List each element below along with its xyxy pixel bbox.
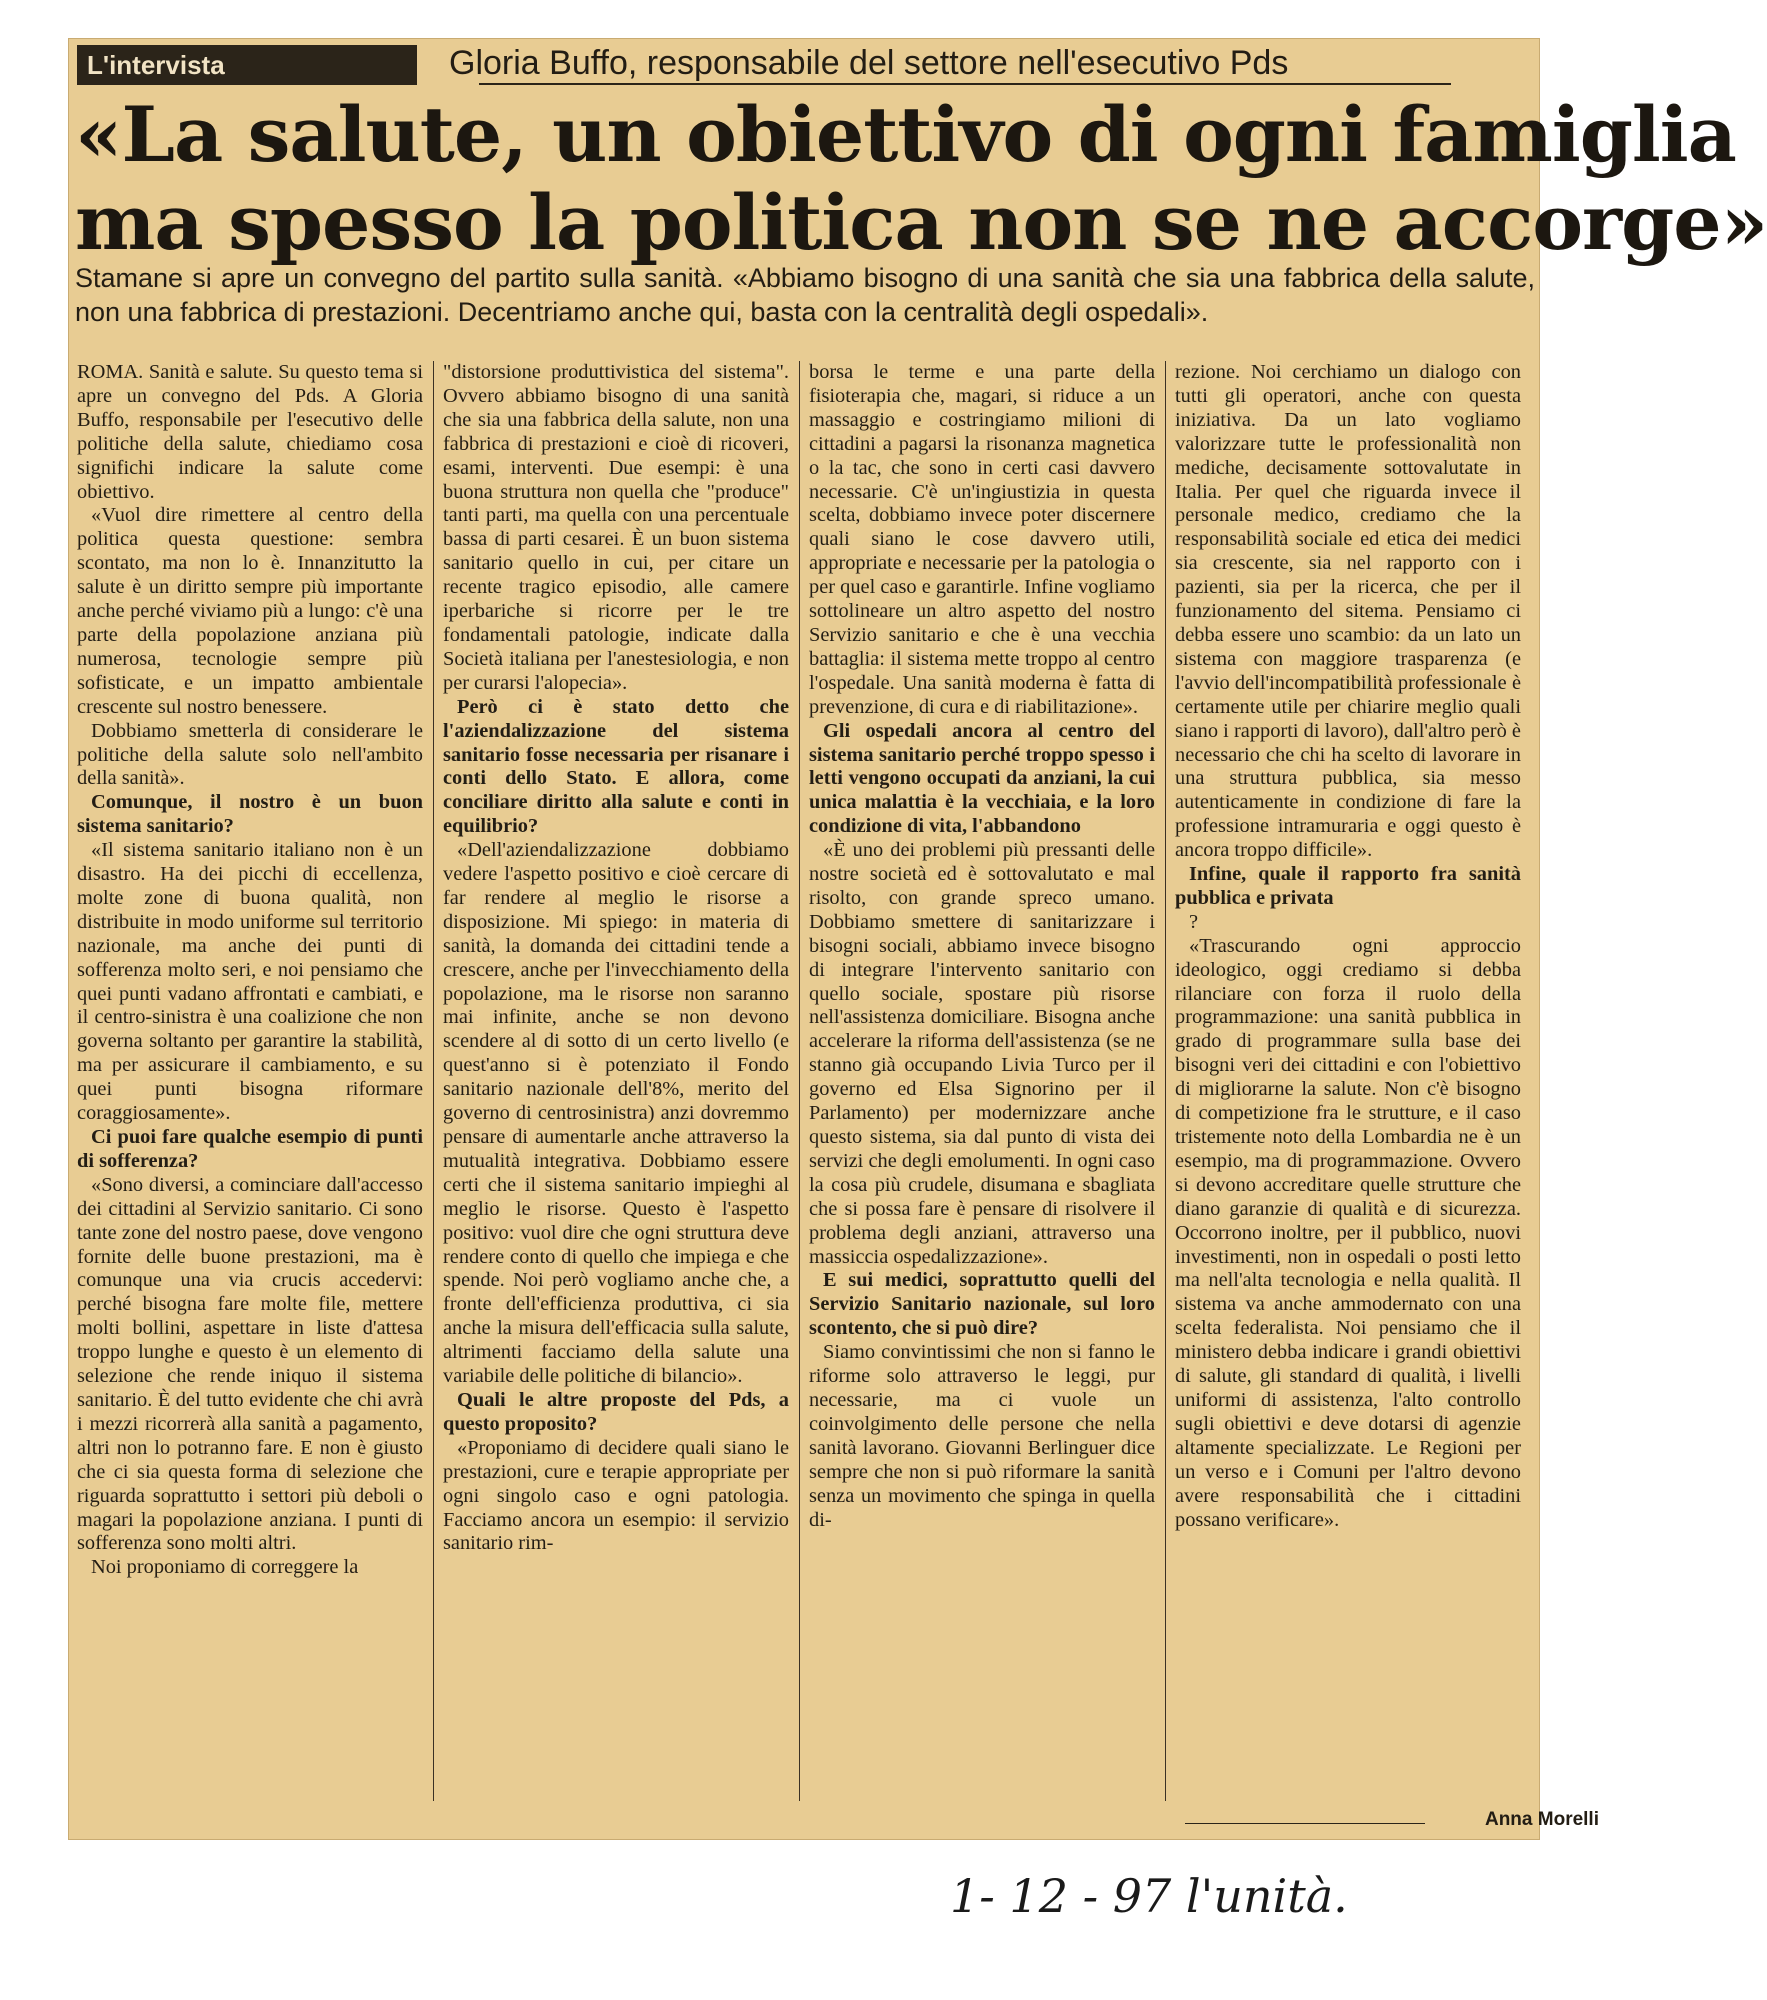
paragraph: «Sono diversi, a cominciare dall'accesso dei cittadini al Servizio sanitario. Ci sono tante zone del nostro paese, dove vengono fornite delle buone prestazioni, ma è comunque una via crucis accedervi: perché bisogna fare molte file, mettere molti bollini, aspettare in liste d'attesa troppo lunghe e questo è un elemento di selezione che rende iniquo il sistema sanitario. È del tutto evidente che chi avrà i mezzi ricorrerà alla sanità a pagamento, altri non lo potranno fare. E non è giusto che ci sia questa forma di selezione che riguarda soprattutto i settori più deboli o magari la popolazione anziana. I punti di sofferenza sono molti altri. <box>77 1173 423 1555</box>
paragraph: ? <box>1189 910 1199 933</box>
paragraph <box>77 361 423 504</box>
handwritten-date-note <box>950 1860 1430 1930</box>
column-divider <box>433 361 434 1801</box>
handwritten-note-text: 1- 12 - 97 l'unità. <box>950 1869 1348 1923</box>
paragraph: Dobbiamo smetterla di considerare le politiche della salute solo nell'ambito della sanità». <box>77 719 423 790</box>
question: E sui medici, soprattutto quelli del Servizio Sanitario nazionale, sul loro scontento, che si può dire? <box>809 1269 1155 1340</box>
paragraph: Siamo convintissimi che non si fanno le riforme solo attraverso le leggi, pur necessarie, ma ci vuole un coinvolgimento delle persone che nella sanità lavorano. Giovanni Berlinguer dice sempre che non si può riformare la sanità senza un movimento che spinga in quella di- <box>809 1341 1155 1531</box>
article-body <box>77 361 1527 1811</box>
column-3 <box>809 361 1155 1807</box>
paragraph: «Vuol dire rimettere al centro della politica questa questione: sembra scontato, ma non lo è. Innanzitutto la salute è un diritto sempre più importante anche perché viviamo più a lungo: c'è una parte della popolazione anziana più numerosa, tecnologie sempre più sofisticate, e un impatto ambientale crescente sul nostro benessere. <box>77 504 423 718</box>
column-divider <box>1165 361 1166 1801</box>
column-4 <box>1175 361 1521 1807</box>
newspaper-clipping <box>68 38 1767 1840</box>
signature-rule <box>1185 1823 1425 1824</box>
paragraph: «Proponiamo di decidere quali siano le prestazioni, cure e terapie appropriate per ogni singolo caso e ogni patologia. Facciamo ancora un esempio: il servizio sanitario rim- <box>443 1436 789 1555</box>
subheadline-underline <box>479 83 1451 85</box>
section-kicker: L'intervista <box>77 45 417 85</box>
paragraph: "distorsione produttivistica del sistema". Ovvero abbiamo bisogno di una sanità che sia una fabbrica della salute, non una fabbrica di prestazioni e cioè di ricoveri, esami, interventi. Due esempi: è una buona struttura non quella che "produce" tanti parti, ma quella con una percentuale bassa di parti cesarei. È un buon sistema sanitario quello in cui, per citare un recente tragico episodio, alle camere iperbariche si ricorre per le tre fondamentali patologie, indicate dalla Società italiana per l'anestesiologia, e non per curarsi l'alopecia». <box>443 361 789 694</box>
subheadline: Gloria Buffo, responsabile del settore nell'esecutivo Pds <box>449 44 1289 82</box>
paragraph: rezione. Noi cerchiamo un dialogo con tutti gli operatori, anche con questa iniziativa. Da un lato vogliamo valorizzare tutte le professionalità non mediche, decisamente sottovalutate in Italia. Per quel che riguarda invece il personale medico, crediamo che la responsabilità sociale ed etica dei medici sia crescente, sia nel rapporto con i pazienti, sia per la ricerca, che per il funzionamento del sitema. Pensiamo ci debba essere uno scambio: da un lato un sistema con maggiore trasparenza (e l'avvio dell'incompatibilità professionale è certamente utile per chiarire meglio quali siano i rapporti di lavoro), dall'altro però è necessario che chi ha scelto di lavorare in una struttura pubblica, sia messo autenticamente in condizione di fare la professione intramuraria e oggi questo è ancora troppo difficile». <box>1175 361 1521 862</box>
column-1 <box>77 361 423 1807</box>
column-divider <box>799 361 800 1801</box>
question: Comunque, il nostro è un buon sistema sanitario? <box>77 791 423 838</box>
paragraph: «Dell'aziendalizzazione dobbiamo vedere l'aspetto positivo e cioè cercare di far rendere al meglio le risorse a disposizione. Mi spiego: in materia di sanità, la domanda dei cittadini tende a crescere, anche per l'invecchiamento della popolazione, ma le risorse non saranno mai infinite, anche se non devono scendere al di sotto di un certo livello (e quest'anno si è potenziato il Fondo sanitario nazionale dell'8%, merito del governo di centrosinistra) anzi dovremmo pensare di aumentarle anche attraverso la mutualità integrativa. Dobbiamo essere certi che il sistema sanitario impieghi al meglio le risorse. Questo è l'aspetto positivo: vuol dire che ogni struttura deve rendere conto di quello che impiega e che spende. Noi però vogliamo anche che, a fronte dell'efficienza produttiva, ci sia anche la misura dell'efficacia sulla salute, altrimenti facciamo della salute una variabile delle politiche di bilancio». <box>443 839 789 1388</box>
column-2 <box>443 361 789 1807</box>
question: Però ci è stato detto che l'aziendalizzazione del sistema sanitario fosse necessaria per risanare i conti dello Stato. E allora, come conciliare diritto alla salute e conti in equilibrio? <box>443 695 789 838</box>
dateline: ROMA. <box>77 361 144 383</box>
question: Infine, quale il rapporto fra sanità pubblica e privata <box>1175 863 1521 909</box>
headline <box>75 90 1767 267</box>
paragraph: borsa le terme e una parte della fisioterapia che, magari, si riduce a un massaggio e costringiamo milioni di cittadini a pagarsi la risonanza magnetica o la tac, che sono in certi casi davvero necessarie. C'è un'ingiustizia in questa scelta, dobbiamo invece poter discernere quali siano le cose davvero utili, appropriate e necessarie per la patologia o per quel caso e garantirle. Infine vogliamo sottolineare un altro aspetto del nostro Servizio sanitario e che è una vecchia battaglia: il sistema mette troppo al centro l'ospedale. Una sanità moderna è fatta di prevenzione, di cura e di riabilitazione». <box>809 361 1155 718</box>
summary: Stamane si apre un convegno del partito sulla sanità. «Abbiamo bisogno di una sanità che sia una fabbrica della salute, non una fabbrica di prestazioni. Decentriamo anche qui, basta con la centralità degli ospedali». <box>75 263 1535 327</box>
headline-line: ma spesso la politica non se ne accorge» <box>75 178 1767 267</box>
paragraph-text: Sanità e salute. Su questo tema si apre un convegno del Pds. A Gloria Buffo, responsabile per l'esecutivo delle politiche della salute, chiediamo cosa significhi indicare la salute come obiettivo. <box>77 361 423 503</box>
question: Ci puoi fare qualche esempio di punti di sofferenza? <box>77 1126 423 1172</box>
headline-line: «La salute, un obiettivo di ogni famiglia <box>75 90 1736 179</box>
question: Gli ospedali ancora al centro del sistema sanitario perché troppo spesso i letti vengono occupati da anziani, la cui unica malattia è la vecchiaia, e la loro condizione di vita, l'abbandono <box>809 719 1155 838</box>
author-signature: Anna Morelli <box>1484 1809 1599 1830</box>
question: Quali le altre proposte del Pds, a questo proposito? <box>443 1388 789 1435</box>
paragraph: «Il sistema sanitario italiano non è un disastro. Ha dei picchi di eccellenza, molte zone di buona qualità, non distribuite in modo uniforme sul territorio nazionale, ma anche dei punti di sofferenza molto seri, e noi pensiamo che quei punti vadano affrontati e cambiati, e il centro-sinistra è una coalizione che non governa soltanto per garantire la stabilità, ma per assicurare il cambiamento, e su quei punti bisogna riformare coraggiosamente». <box>77 839 423 1125</box>
paragraph: «È uno dei problemi più pressanti delle nostre società ed è sottovalutato e mal risolto, con grande spreco umano. Dobbiamo smettere di sanitarizzare i bisogni sociali, abbiamo invece bisogno di integrare l'intervento sanitario con quello sociale, spostare più risorse nell'assistenza domiciliare. Bisogna anche accelerare la riforma dell'assistenza (se ne stanno già occupando Livia Turco per il governo ed Elsa Signorino per il Parlamento) per modernizzare anche questo sistema, sia dal punto di vista dei servizi che degli emolumenti. In ogni caso la cosa più crudele, disumana e sbagliata che si possa fare è pensare di risolvere il problema degli anziani, attraverso una massiccia ospedalizzazione». <box>809 839 1155 1268</box>
paragraph: «Trascurando ogni approccio ideologico, oggi crediamo si debba rilanciare con forza il ruolo della programmazione: una sanità pubblica in grado di programmare sulla base dei bisogni veri dei cittadini e con l'obiettivo di migliorarne la salute. Non c'è bisogno di competizione fra le strutture, e il caso tristemente noto della Lombardia ne è un esempio, ma di programmazione. Ovvero si devono accreditare quelle strutture che diano garanzie di qualità e di sicurezza. Occorrono inoltre, per il pubblico, nuovi investimenti, non in ospedali o posti letto ma nell'alta tecnologia e nella qualità. Il sistema va anche ammodernato con una scelta federalista. Noi pensiamo che il ministero debba indicare i grandi obiettivi di salute, gli standard di qualità, i livelli uniformi di assistenza, l'alto controllo sugli obiettivi e deve dotarsi di agenzie altamente specializzate. Le Regioni per un verso e i Comuni per l'altro devono avere responsabilità che i cittadini possano verificare». <box>1175 934 1521 1531</box>
paragraph: Noi proponiamo di correggere la <box>91 1556 359 1579</box>
